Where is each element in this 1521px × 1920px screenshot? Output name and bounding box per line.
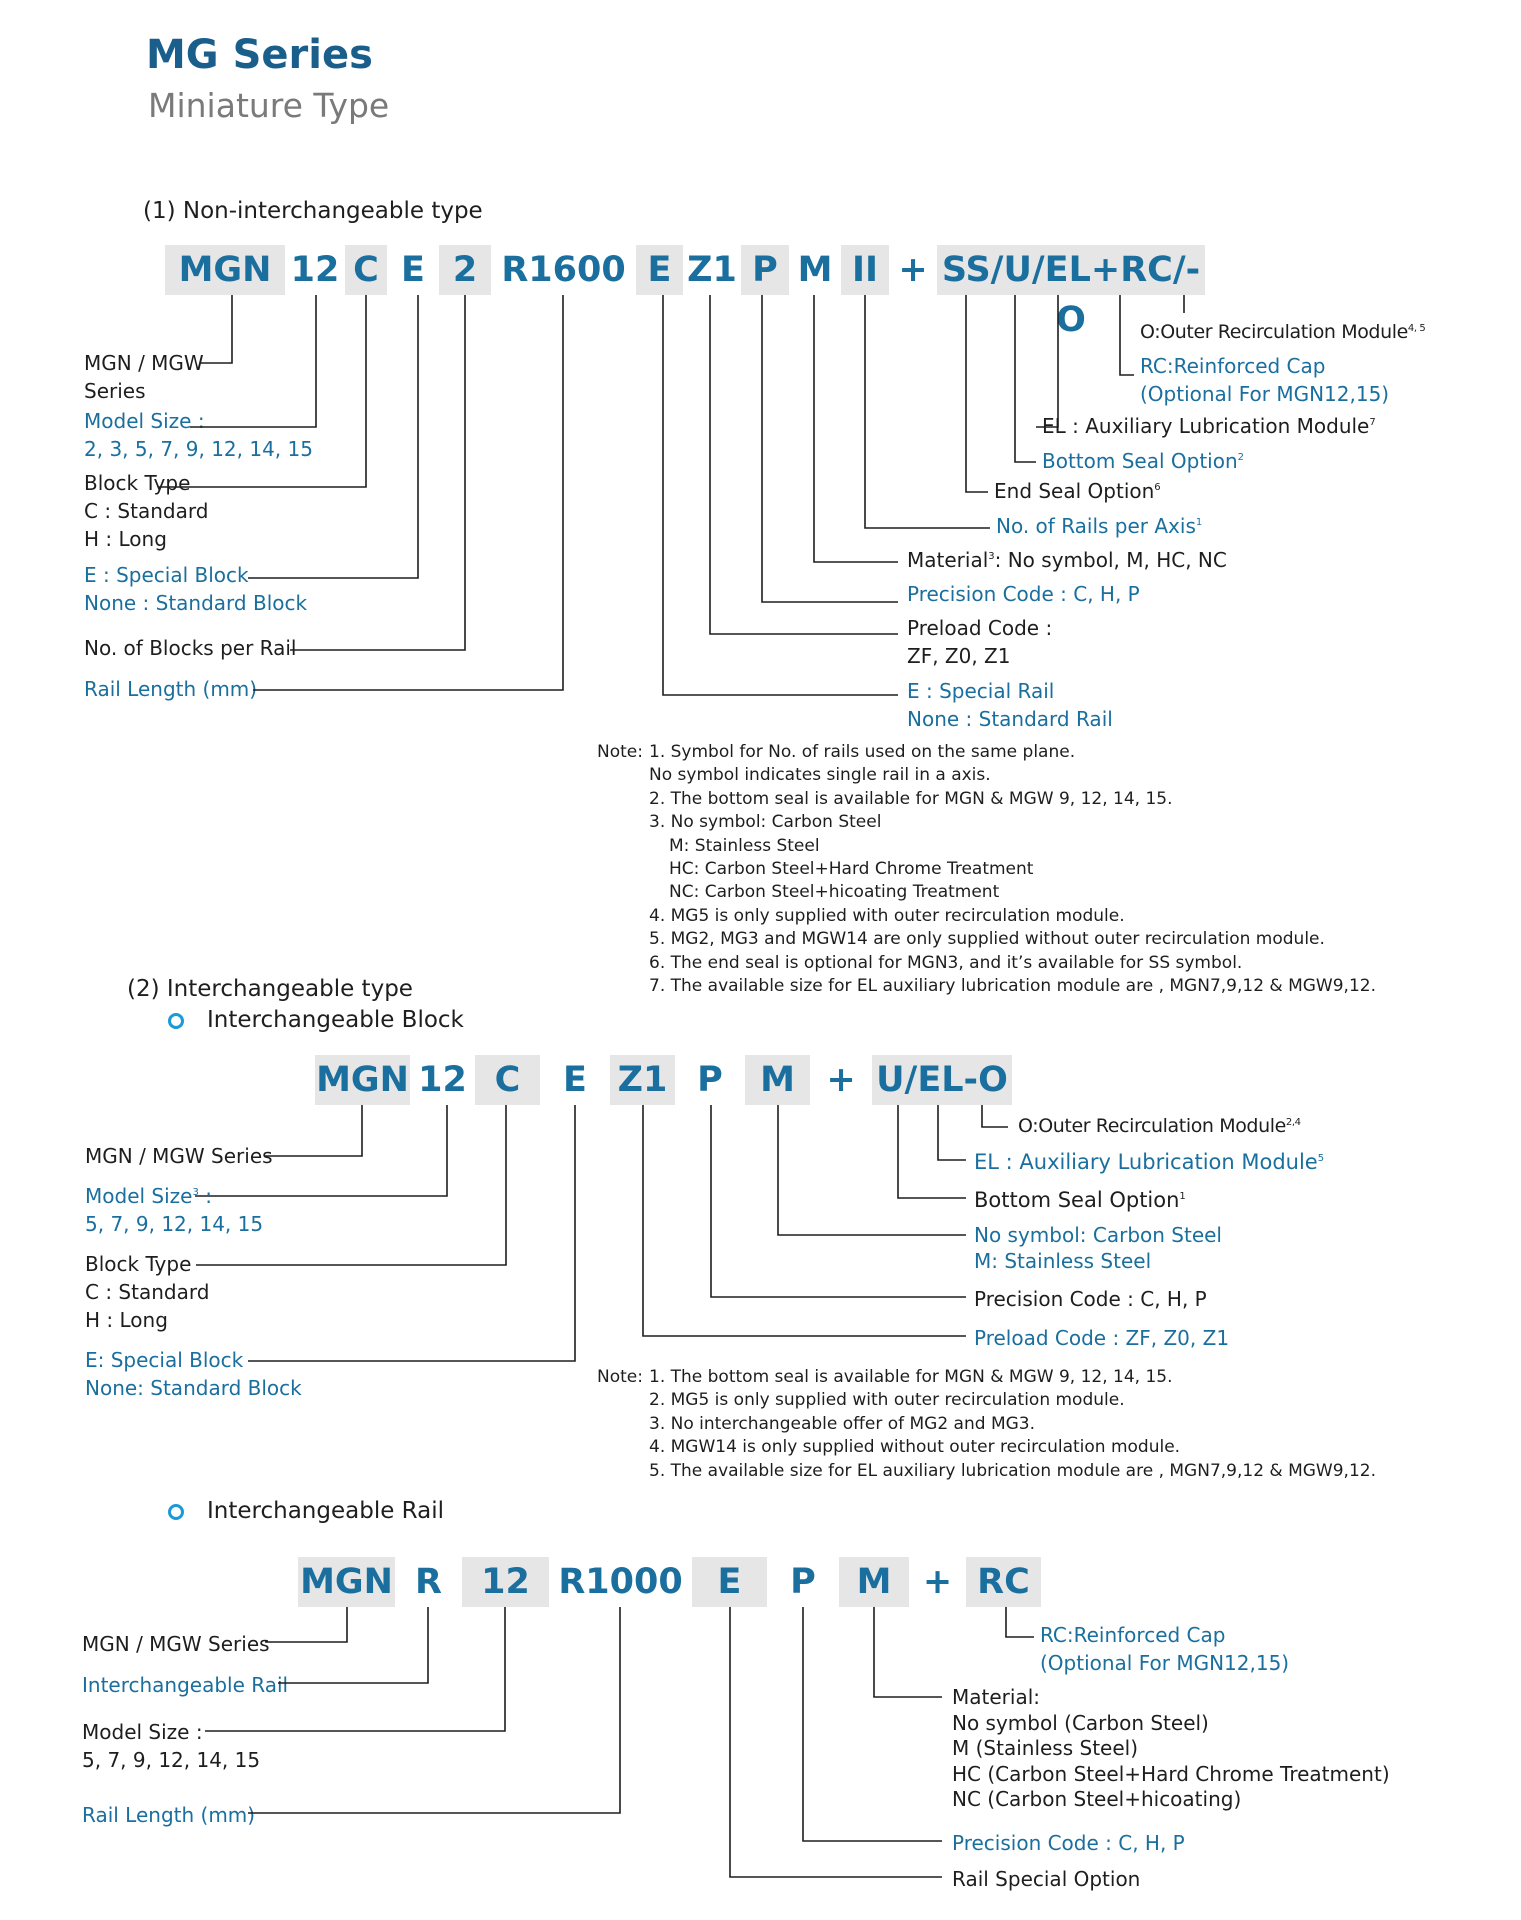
label-model-size: Model Size : 5, 7, 9, 12, 14, 15: [82, 1720, 261, 1772]
notes-list: 1. Symbol for No. of rails used on the same plane. No symbol indicates single rail in a axis. 2. The bottom seal is available for MGN & MGW 9, 12, 14, 15. 3. No symbol: Carbon Steel M: Stainless Steel HC: Carbon Steel+Hard Chrome Treatment NC: Carbon Steel+hicoating Treatment 4. MG5 is only supplied with outer recirculation module. 5. MG2, MG3 and MGW14 are only supplied without outer recirculation module. 6. The end seal is optional for MGN3, and it’s available for SS symbol. 7. The available size for EL auxiliary lubrication module are , MGN7,9,12 & MGW9,12.: [649, 742, 1376, 997]
label-el-module: EL : Auxiliary Lubrication Module$^7$: [1042, 414, 1376, 438]
code-segment: Z1: [610, 1055, 675, 1105]
code-segment: U/EL-O: [872, 1055, 1012, 1105]
code-segment: +: [898, 250, 928, 290]
label-rails-per-axis: No. of Rails per Axis$^1$: [996, 514, 1203, 538]
label-precision: Precision Code : C, H, P: [974, 1287, 1207, 1311]
label-blocks-per-rail: No. of Blocks per Rail: [84, 636, 297, 660]
subsection-heading: Interchangeable Rail: [207, 1498, 445, 1524]
section-heading: (2) Interchangeable type: [127, 976, 413, 1002]
label-block-type: Block Type C : Standard H : Long: [84, 471, 209, 551]
code-segment: E: [636, 245, 683, 295]
label-preload: Preload Code : ZF, Z0, Z1: [907, 616, 1053, 668]
label-material: Material$^3$: No symbol, M, HC, NC: [907, 548, 1227, 572]
code-segment: 12: [462, 1557, 549, 1607]
label-block-type: Block Type C : Standard H : Long: [85, 1252, 210, 1332]
code-segment: M: [797, 250, 833, 290]
code-segment: P: [697, 1060, 723, 1100]
subsection-heading: Interchangeable Block: [207, 1007, 464, 1033]
label-reinforced-cap: RC:Reinforced Cap (Optional For MGN12,15): [1040, 1623, 1290, 1675]
label-model-size: Model Size$^3$ : 5, 7, 9, 12, 14, 15: [85, 1184, 264, 1236]
code-segment: RC: [966, 1557, 1041, 1607]
code-segment: MGN: [165, 245, 285, 295]
code-segment: P: [790, 1562, 816, 1602]
label-rail-length: Rail Length (mm): [82, 1803, 256, 1827]
notes-list: 1. The bottom seal is available for MGN & MGW 9, 12, 14, 15. 2. MG5 is only supplied with outer recirculation module. 3. No interchangeable offer of MG2 and MG3. 4. MGW14 is only supplied without outer recirculation module. 5. The available size for EL auxiliary lubrication module are , MGN7,9,12 & MGW9,12.: [649, 1367, 1376, 1481]
code-segment: Z1: [687, 250, 737, 290]
label-outer-recirc: O:Outer Recirculation Module$^{2,4}$: [1018, 1115, 1301, 1137]
label-el-module: EL : Auxiliary Lubrication Module$^5$: [974, 1150, 1325, 1174]
code-segment: E: [692, 1557, 767, 1607]
notes-prefix: Note:: [597, 1367, 643, 1387]
code-segment: E: [401, 250, 425, 290]
page-title: MG Series: [146, 32, 373, 78]
label-bottom-seal: Bottom Seal Option$^1$: [974, 1188, 1186, 1212]
section-heading: (1) Non-interchangeable type: [143, 198, 483, 224]
label-interchangeable-rail: Interchangeable Rail: [82, 1673, 289, 1697]
label-end-seal: End Seal Option$^6$: [994, 479, 1161, 503]
code-segment: P: [741, 245, 789, 295]
label-outer-recirc: O:Outer Recirculation Module$^{4, 5}$: [1140, 321, 1426, 343]
label-material: No symbol: Carbon Steel M: Stainless Steel: [974, 1223, 1222, 1273]
code-segment: 12: [418, 1060, 467, 1100]
label-special-block: E : Special Block None : Standard Block: [84, 563, 308, 615]
label-material: Material: No symbol (Carbon Steel) M (Stainless Steel) HC (Carbon Steel+Hard Chrome Treatment) NC (Carbon Steel+hicoating): [952, 1685, 1390, 1811]
label-reinforced-cap: RC:Reinforced Cap (Optional For MGN12,15): [1140, 354, 1390, 406]
code-segment: M: [745, 1055, 810, 1105]
code-segment: +: [826, 1060, 856, 1100]
code-segment: C: [475, 1055, 540, 1105]
code-segment: +: [922, 1562, 953, 1602]
code-segment: II: [841, 245, 889, 295]
label-special-rail: E : Special Rail None : Standard Rail: [907, 679, 1113, 731]
label-series: MGN / MGW Series: [84, 351, 204, 403]
code-segment: R1600: [501, 250, 626, 290]
label-series: MGN / MGW Series: [82, 1632, 270, 1656]
code-segment: R: [415, 1562, 442, 1602]
label-precision: Precision Code : C, H, P: [907, 582, 1140, 606]
label-preload: Preload Code : ZF, Z0, Z1: [974, 1326, 1230, 1350]
label-precision: Precision Code : C, H, P: [952, 1831, 1185, 1855]
notes-prefix: Note:: [597, 742, 643, 762]
code-segment: R1000: [558, 1562, 683, 1602]
code-segment: MGN: [298, 1557, 395, 1607]
code-segment: E: [563, 1060, 587, 1100]
code-segment: 2: [439, 245, 491, 295]
label-special-block: E: Special Block None: Standard Block: [85, 1348, 302, 1400]
label-model-size: Model Size : 2, 3, 5, 7, 9, 12, 14, 15: [84, 409, 313, 461]
code-segment: 12: [290, 250, 340, 290]
code-segment: MGN: [315, 1055, 410, 1105]
code-segment: C: [345, 245, 387, 295]
label-series: MGN / MGW Series: [85, 1144, 273, 1168]
page-subtitle: Miniature Type: [148, 86, 390, 125]
label-rail-special: Rail Special Option: [952, 1867, 1141, 1891]
code-segment: SS/U/EL+RC/-O: [937, 245, 1205, 295]
label-bottom-seal: Bottom Seal Option$^2$: [1042, 449, 1245, 473]
code-segment: M: [839, 1557, 909, 1607]
label-rail-length: Rail Length (mm): [84, 677, 258, 701]
